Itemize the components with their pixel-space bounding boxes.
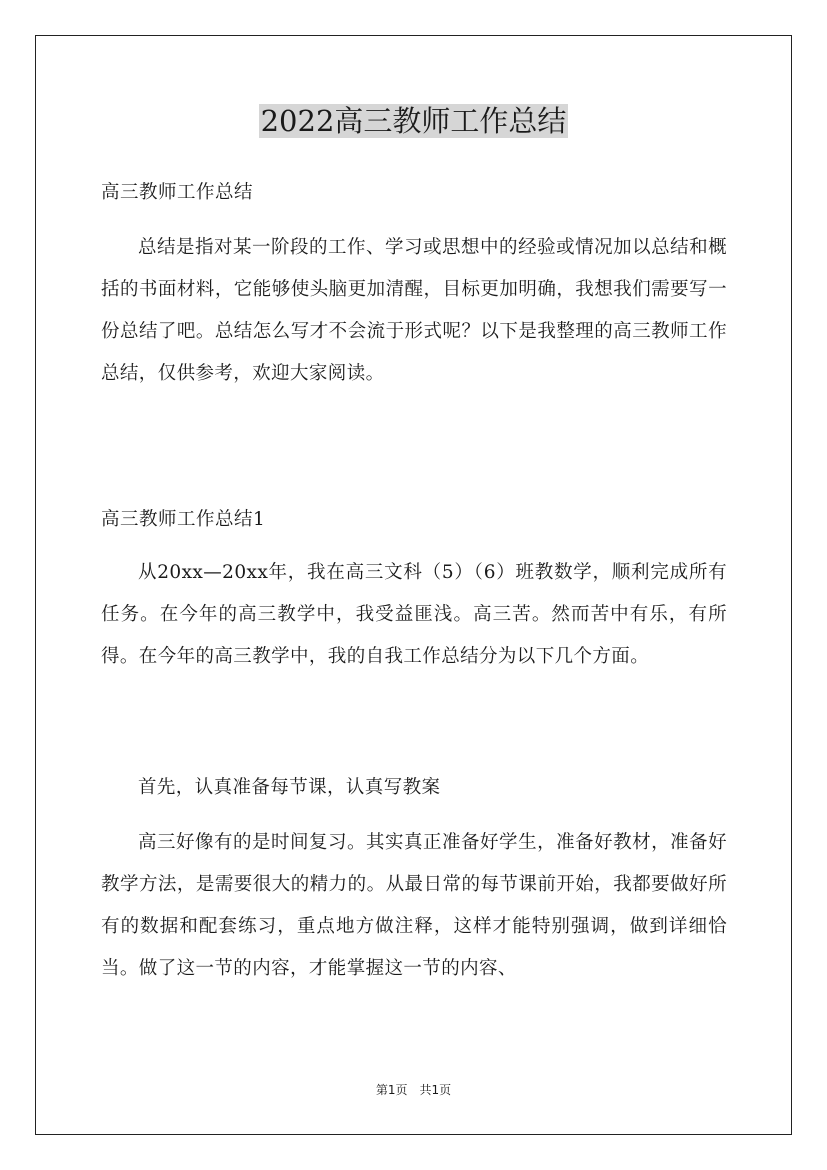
document-title-text: 2022高三教师工作总结 [260, 104, 567, 138]
intro-paragraph: 总结是指对某一阶段的工作、学习或思想中的经验或情况加以总结和概括的书面材料，它能够使头脑更加清醒，目标更加明确，我想我们需要写一份总结了吧。总结怎么写才不会流于形式呢？以下是我整理的高三教师工作总结，仅供参考，欢迎大家阅读。 [101, 237, 727, 384]
section-paragraph-2: 高三好像有的是时间复习。其实真正准备好学生，准备好教材，准备好教学方法，是需要很大的精力的。从最日常的每节课前开始，我都要做好所有的数据和配套练习，重点地方做注释，这样才能特别强调，做到详细恰当。做了这一节的内容，才能掌握这一节的内容、 [101, 832, 727, 979]
document-title [0, 101, 827, 141]
page-number: 第1页 [375, 1083, 408, 1097]
point-heading-1: 首先，认真准备每节课，认真写教案 [138, 777, 441, 798]
section-heading: 高三教师工作总结1 [101, 509, 266, 530]
document-subtitle: 高三教师工作总结 [101, 182, 254, 203]
page-footer [0, 1082, 827, 1098]
section-paragraph-1: 从20xx—20xx年，我在高三文科（5）（6）班教数学，顺利完成所有任务。在今年的高三教学中，我受益匪浅。高三苦。然而苦中有乐，有所得。在今年的高三教学中，我的自我工作总结分为以下几个方面。 [101, 562, 727, 667]
page-total: 共1页 [419, 1083, 452, 1097]
